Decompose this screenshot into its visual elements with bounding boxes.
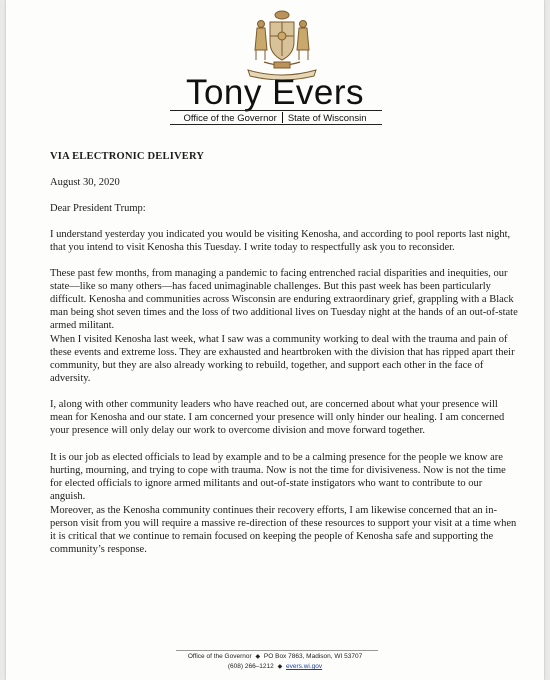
footer-phone: (608) 266–1212 <box>227 663 274 670</box>
wisconsin-seal-icon <box>240 6 324 80</box>
footer-website-link[interactable]: evers.wi.gov <box>286 663 323 670</box>
delivery-method: VIA ELECTRONIC DELIVERY <box>50 151 205 162</box>
diamond-icon: ◆ <box>277 664 283 670</box>
salutation: Dear President Trump: <box>50 203 146 214</box>
letter-date: August 30, 2020 <box>50 177 120 188</box>
footer-rule <box>176 650 378 651</box>
paragraph-2: These past few months, from managing a pandemic to facing entrenched racial disparities and inequities, our state—like so many others—has faced unimaginable challenges. But this past week has been particularly difficult. Kenosha and communities across Wisconsin are enduring extraordinary grief, grappling with a Black man being shot seven times and the loss of two additional lives on Tuesday night at the hands of an out-of-state armed militant. <box>50 268 518 331</box>
paragraph-3: When I visited Kenosha last week, what I saw was a community working to deal with the trauma and pain of these events and extreme loss. They are exhausted and heartbroken with the division that has ripped apart their community, but they are also already working to rebuild, together, and support each other in the face of adversity. <box>50 334 515 384</box>
paragraph-1: I understand yesterday you indicated you would be visiting Kenosha, and according to pool reports last night, that you intend to visit Kenosha this Tuesday. I write today to respectfully ask you to reconsider. <box>50 229 511 253</box>
letterhead-rule-top <box>170 110 382 111</box>
footer-office: Office of the Governor <box>187 653 252 660</box>
paragraph-4: I, along with other community leaders who have reached out, are concerned about what your presence will mean for Kenosha and our state. I am concerned your presence will only hinder our healing. I am concerned your presence will only delay our work to overcome division and move forward together. <box>50 399 505 436</box>
footer-line-1 <box>6 652 544 662</box>
letter-page <box>6 0 544 680</box>
letter-footer <box>6 652 544 672</box>
state-title: State of Wisconsin <box>287 113 367 124</box>
letterhead-rule-bottom <box>170 124 382 125</box>
paragraph-5: It is our job as elected officials to lead by example and to be a calming presence for the people we know are hurting, mourning, and trying to cope with trauma. Now is not the time for divisiveness. Now is not the time for elected officials to ignore armed militants and out-of-state instigators who want to contribute to our anguish. <box>50 452 506 502</box>
footer-line-2 <box>6 662 544 672</box>
letterhead-office-line <box>6 112 544 124</box>
divider <box>282 112 283 123</box>
governor-name: Tony Evers <box>185 73 365 112</box>
footer-address: PO Box 7863, Madison, WI 53707 <box>263 653 363 660</box>
office-title: Office of the Governor <box>183 113 277 124</box>
diamond-icon: ◆ <box>255 654 261 660</box>
paragraph-6: Moreover, as the Kenosha community continues their recovery efforts, I am likewise concerned that an in-person visit from you will require a massive re-direction of these resources to support your visit at a time when it is critical that we continue to remain focused on keeping the people of Kenosha safe and supporting the community’s response. <box>50 505 517 555</box>
